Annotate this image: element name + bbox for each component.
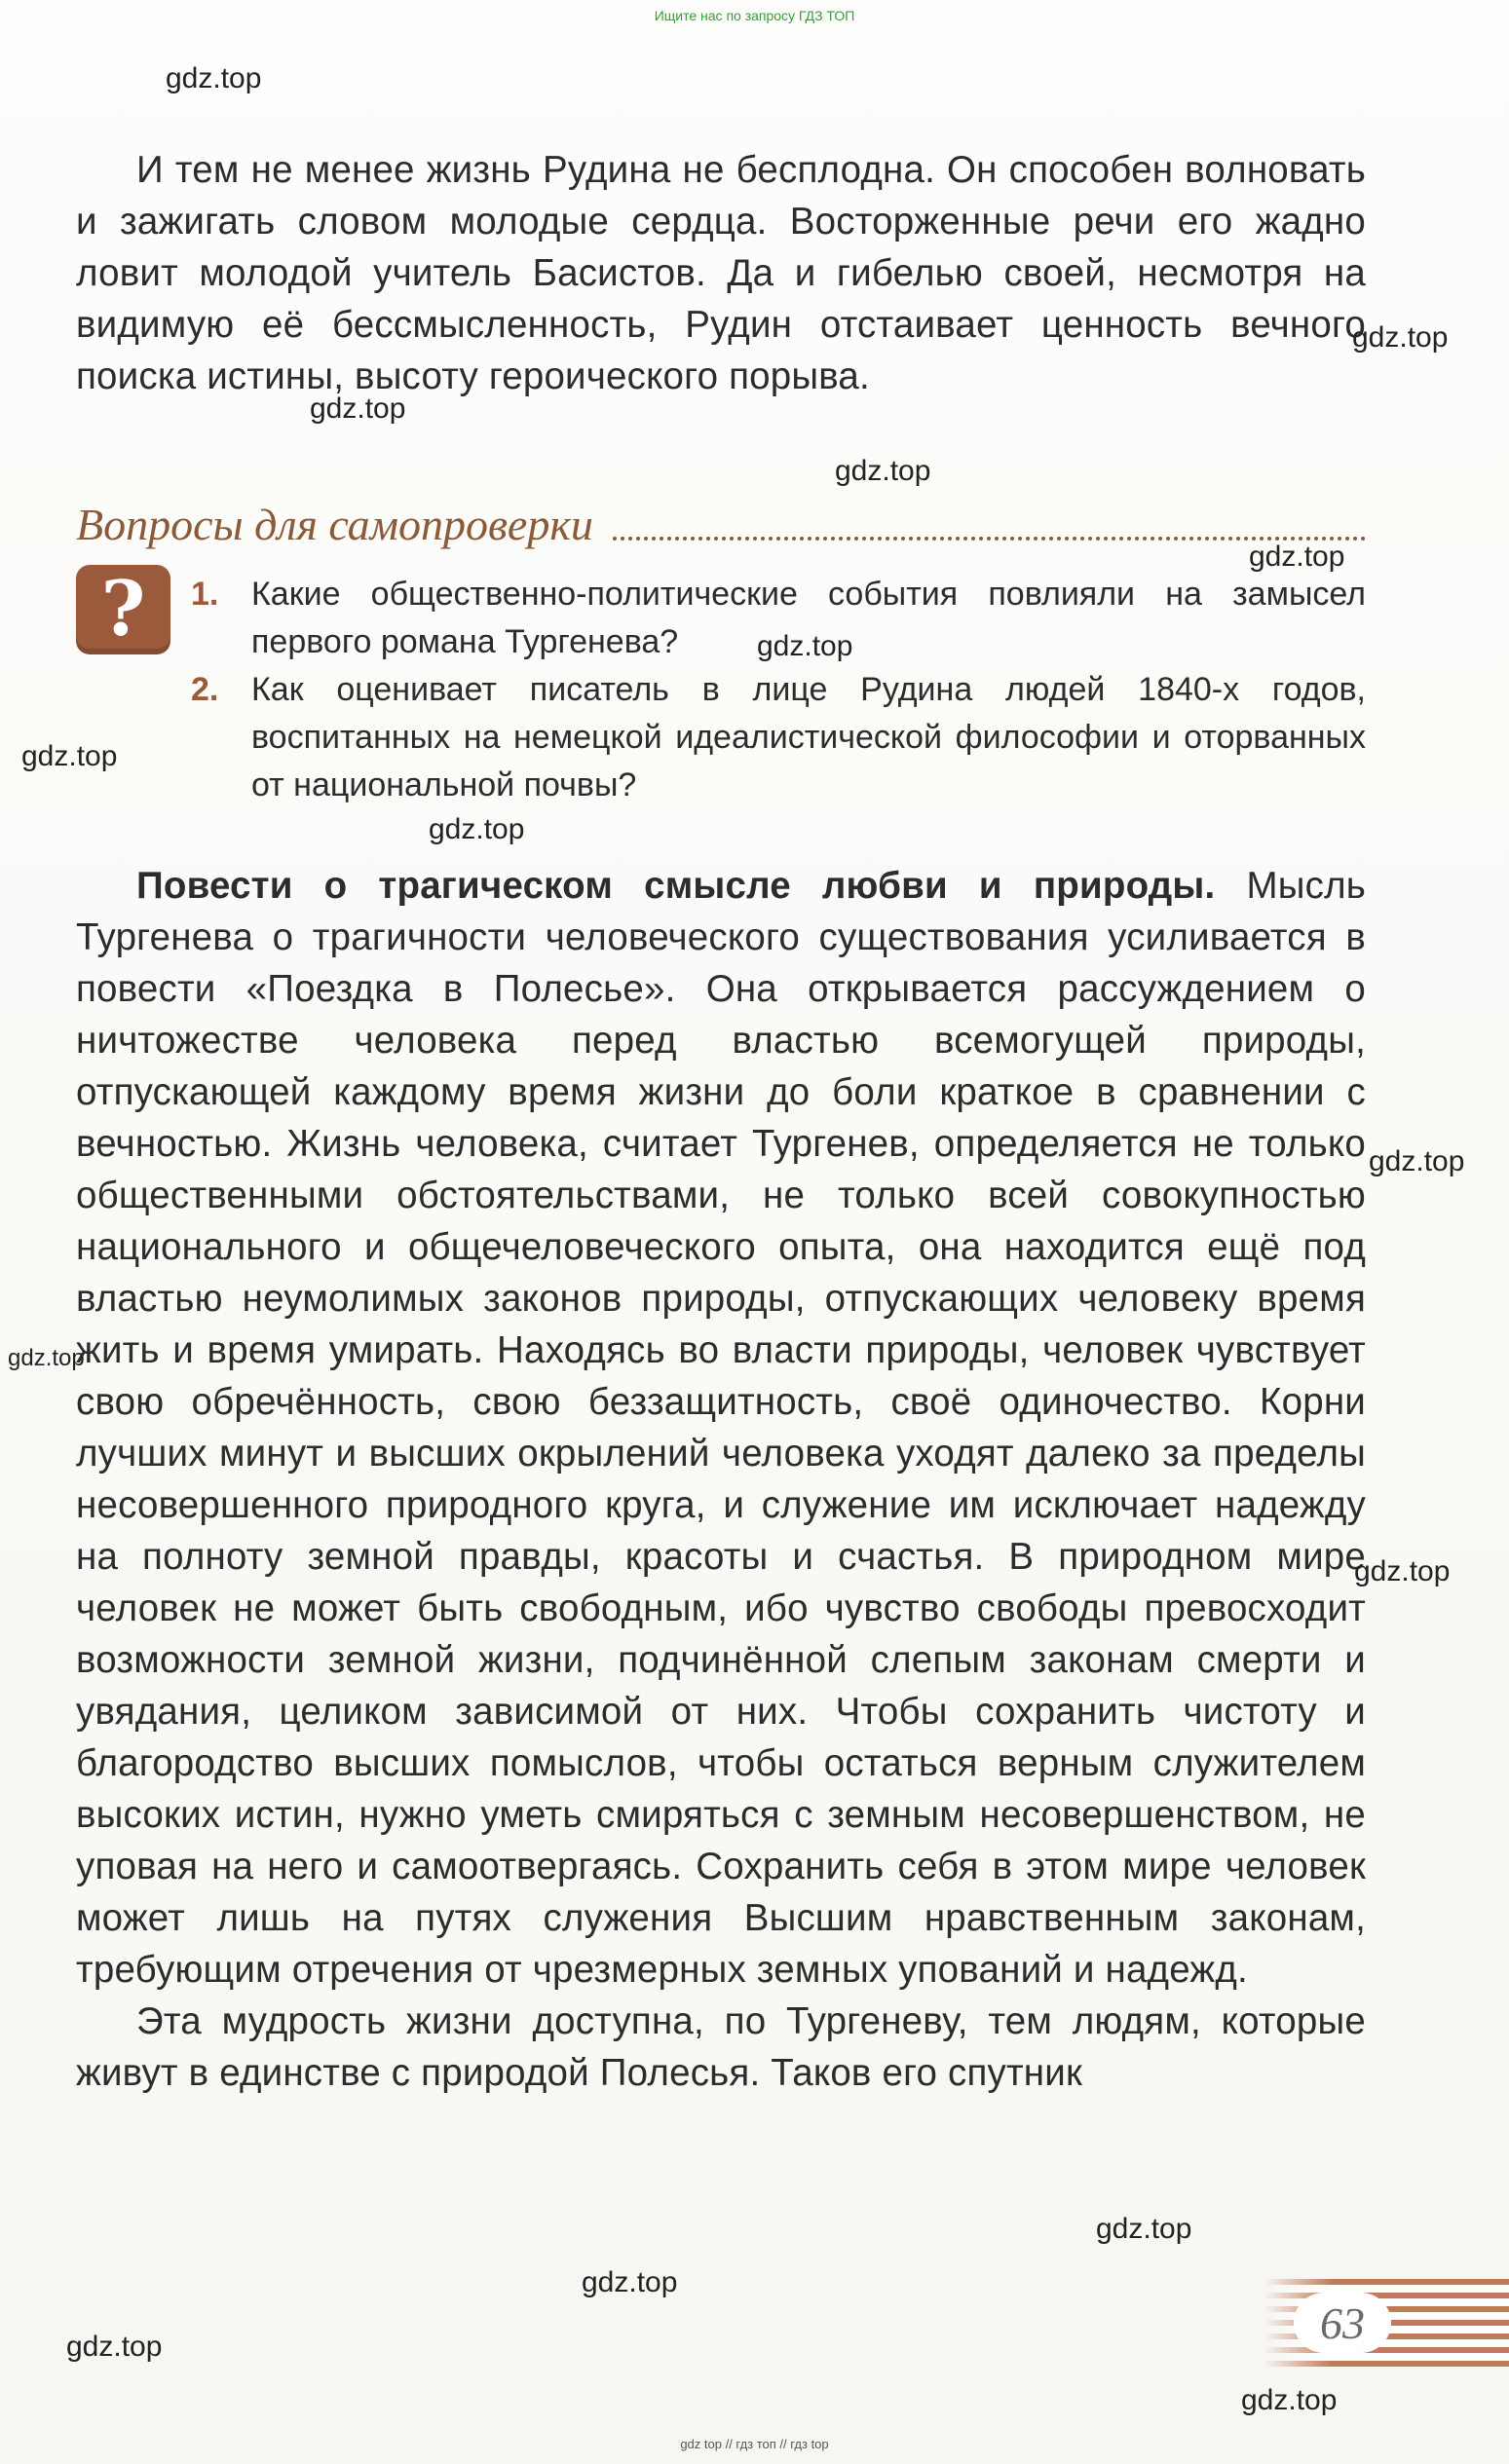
watermark: gdz.top (310, 392, 406, 425)
main-paragraph-2: Эта мудрость жизни доступна, по Тургеневу, тем людям, которые живут в единстве с природой Полесья. Таков его спутник (76, 2000, 1366, 2094)
question-glyph: ? (100, 565, 146, 653)
page-number-block (1264, 2279, 1509, 2367)
main-text (76, 860, 1366, 2099)
questions-list (191, 571, 1366, 809)
question-item (191, 666, 1366, 809)
watermark: gdz.top (1369, 1145, 1465, 1177)
top-banner: Ищите нас по запросу ГДЗ ТОП (654, 8, 855, 23)
watermark: gdz.top (757, 630, 853, 662)
watermark: gdz.top (21, 740, 118, 772)
question-number: 2. (191, 671, 219, 708)
watermark: gdz.top (166, 62, 262, 94)
paragraph-1-body: Мысль Тургенева о трагичности человеческого существования усиливается в повести «Поездка в Полесье». Она открывается рассуждением о ничтожестве человека перед властью всемогущей природы, отпускающей каждому время жизни до боли краткое в сравнении с вечностью. Жизнь человека, считает Тургенев, определяется не только общественными обстоятельствами, не только всей совокупностью национального и общечеловеческого опыта, она находится ещё под властью неумолимых законов природы, отпускающих человеку время жить и время умирать. Находясь во власти природы, человек чувствует свою обречённость, свою беззащитность, своё одиночество. Корни лучших минут и высших окрылений человека уходят далеко за пределы несовершенного природного круга, и служение им исключает надежду на полноту земной правды, красоты и счастья. В природном мире человек не может быть свободным, ибо чувство свободы превосходит возможности земной жизни, подчинённой слепым законам смерти и увядания, целиком зависимой от них. Чтобы сохранить чистоту и благородство высших помыслов, чтобы остаться верным служителем высоких истин, нужно уметь смиряться с земным несовершенством, не уповая на него и самоотвергаясь. Сохранить себя в этом мире человек может лишь на путях служения Высшим нравственным законам, требующим отречения от чрезмерных земных упований и надежд. (76, 865, 1366, 1991)
watermark: gdz.top (1249, 541, 1345, 573)
watermark: gdz.top (1241, 2384, 1338, 2416)
watermark: gdz.top (1352, 321, 1449, 354)
page-number: 63 (1294, 2293, 1391, 2353)
section-lead-heading: Повести о трагическом смысле любви и природы. (136, 865, 1216, 907)
question-mark-icon (76, 565, 170, 654)
questions-section-title (76, 492, 1366, 550)
question-text: Какие общественно-политические события повлияли на замысел первого романа Тургенева? (251, 576, 1366, 660)
watermark: gdz.top (835, 455, 931, 487)
main-paragraph-1 (76, 860, 1366, 1996)
watermark: gdz.top (66, 2331, 163, 2363)
question-number: 1. (191, 576, 219, 613)
bottom-banner: gdz top // гдз топ // гдз top (680, 2437, 829, 2451)
intro-paragraph: И тем не менее жизнь Рудина не бесплодна. Он способен волновать и зажигать словом молодые сердца. Восторженные речи его жадно ловит молодой учитель Басистов. Да и гибелью своей, несмотря на видимую её бессмысленность, Рудин отстаивает ценность вечного поиска истины, высоту героического порыва. (76, 149, 1366, 397)
watermark: gdz.top (1096, 2213, 1192, 2245)
watermark: gdz.top (8, 1345, 85, 1371)
section-title-text: Вопросы для самопроверки (76, 500, 593, 549)
intro-text (76, 144, 1366, 402)
watermark: gdz.top (429, 813, 525, 845)
watermark: gdz.top (1354, 1555, 1451, 1587)
watermark: gdz.top (582, 2266, 678, 2298)
question-text: Как оценивает писатель в лице Рудина людей 1840-х годов, воспитанных на немецкой идеалистической философии и оторванных от национальной почвы? (251, 671, 1366, 803)
